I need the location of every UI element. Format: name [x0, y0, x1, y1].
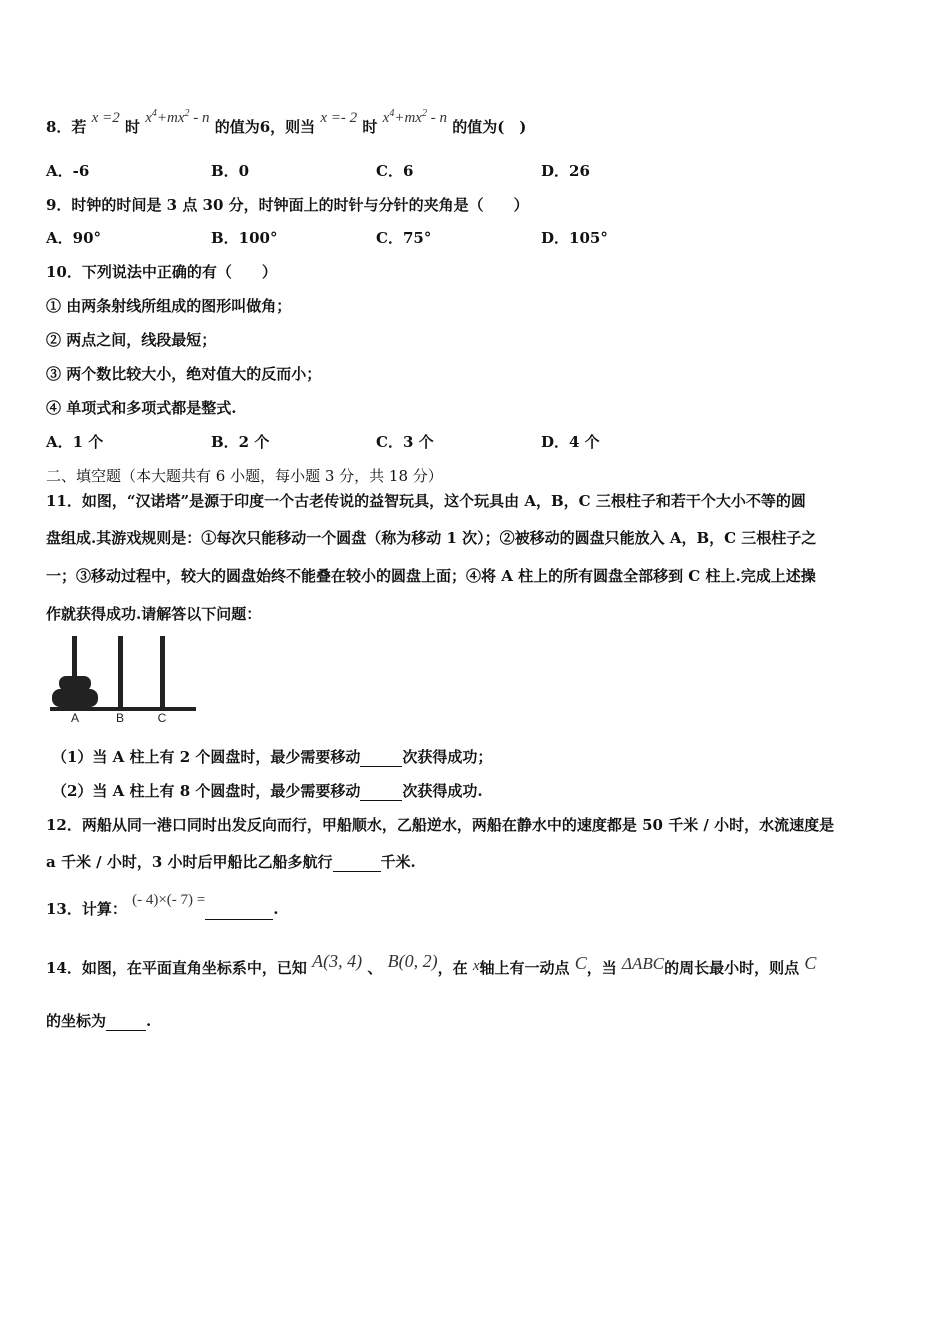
q11-sub-2: （2）当 A 柱上有 8 个圆盘时，最少需要移动 次获得成功.: [52, 782, 483, 800]
q8-condition-2: x =- 2: [320, 110, 358, 126]
peg-c: [160, 636, 165, 710]
q10-stem: 10．下列说法中正确的有（ ）: [46, 263, 277, 281]
q8-stem: 8．若 x =2 时 $x^4+mx^2 - n$ 的值为6，则当 x =- 2 时 $x^4+mx^2 - n$ 的值为( ): [46, 108, 527, 136]
q11-sub-1: （1）当 A 柱上有 2 个圆盘时，最少需要移动 次获得成功；: [52, 748, 493, 766]
q8-option-a[interactable]: A．-6: [46, 162, 90, 180]
q14-line-1: 14．如图，在平面直角坐标系中，已知 A(3, 4) 、 B(0, 2)，在 x轴上有一动点 C，当 ΔABC的周长最小时，则点 C: [46, 951, 817, 977]
q11-sub-1-blank[interactable]: [360, 766, 402, 767]
q9-option-c[interactable]: C．75°: [376, 229, 432, 247]
q11-line-2: 盘组成.其游戏规则是：①每次只能移动一个圆盘（称为移动 1 次）；②被移动的圆盘只能放入 A，B，C 三根柱子之: [46, 529, 817, 547]
disk-large: [52, 689, 98, 707]
q11-line-3: 一；③移动过程中，较大的圆盘始终不能叠在较小的圆盘上面；④将 A 柱上的所有圆盘全部移到 C 柱上.完成上述操: [46, 567, 816, 585]
q8-option-b[interactable]: B．0: [211, 162, 250, 180]
peg-label-b: B: [115, 711, 125, 725]
hanoi-tower-figure: [46, 634, 198, 726]
peg-label-a: A: [70, 711, 80, 725]
q8-number: 8．若: [46, 118, 87, 136]
q12-line-1: 12．两船从同一港口同时出发反向而行，甲船顺水，乙船逆水，两船在静水中的速度都是 50 千米 / 小时，水流速度是: [46, 816, 835, 834]
q11-sub-2-blank[interactable]: [360, 800, 402, 801]
q8-expression-1: $x^4+mx^2 - n$: [145, 108, 210, 126]
section-2-heading: 二、填空题（本大题共有 6 小题，每小题 3 分，共 18 分）: [46, 467, 443, 485]
q8-condition-1: x =2: [91, 110, 120, 126]
q14-blank[interactable]: [106, 1030, 146, 1031]
peg-label-c: C: [157, 711, 167, 725]
q10-item-2: ② 两点之间，线段最短；: [46, 331, 217, 349]
q14-triangle: ΔABC: [622, 954, 665, 973]
q10-option-a[interactable]: A．1 个: [46, 433, 104, 451]
peg-b: [118, 636, 123, 710]
q12-line-2: a 千米 / 小时，3 小时后甲船比乙船多航行 千米.: [46, 853, 416, 871]
q14-point-b: B(0, 2): [387, 951, 438, 971]
q12-blank[interactable]: [333, 871, 381, 872]
q10-item-1: ① 由两条射线所组成的图形叫做角；: [46, 297, 292, 315]
q8-option-d[interactable]: D．26: [541, 162, 590, 180]
q10-option-d[interactable]: D．4 个: [541, 433, 600, 451]
q10-item-4: ④ 单项式和多项式都是整式.: [46, 399, 237, 417]
q8-expression-2: $x^4+mx^2 - n$: [382, 108, 447, 126]
q10-option-b[interactable]: B．2 个: [211, 433, 270, 451]
q11-line-4: 作就获得成功.请解答以下问题：: [46, 605, 262, 623]
q11-line-1: 11．如图，“汉诺塔”是源于印度一个古老传说的益智玩具，这个玩具由 A，B，C 三根柱子和若干个大小不等的圆: [46, 492, 806, 510]
q10-option-c[interactable]: C．3 个: [376, 433, 434, 451]
q9-option-b[interactable]: B．100°: [211, 229, 278, 247]
q14-line-2: 的坐标为 .: [46, 1012, 152, 1030]
q10-item-3: ③ 两个数比较大小，绝对值大的反而小；: [46, 365, 322, 383]
q13-blank[interactable]: [205, 919, 273, 920]
q9-stem: 9．时钟的时间是 3 点 30 分，时钟面上的时针与分针的夹角是（ ）: [46, 196, 529, 214]
q13: 13．计算： (- 4)×(- 7) = .: [46, 892, 279, 918]
q13-expression: (- 4)×(- 7) =: [132, 892, 206, 908]
disk-small: [59, 676, 91, 691]
q9-option-a[interactable]: A．90°: [46, 229, 102, 247]
q14-point-a: A(3, 4): [312, 951, 363, 971]
q9-option-d[interactable]: D．105°: [541, 229, 608, 247]
q8-option-c[interactable]: C．6: [376, 162, 414, 180]
